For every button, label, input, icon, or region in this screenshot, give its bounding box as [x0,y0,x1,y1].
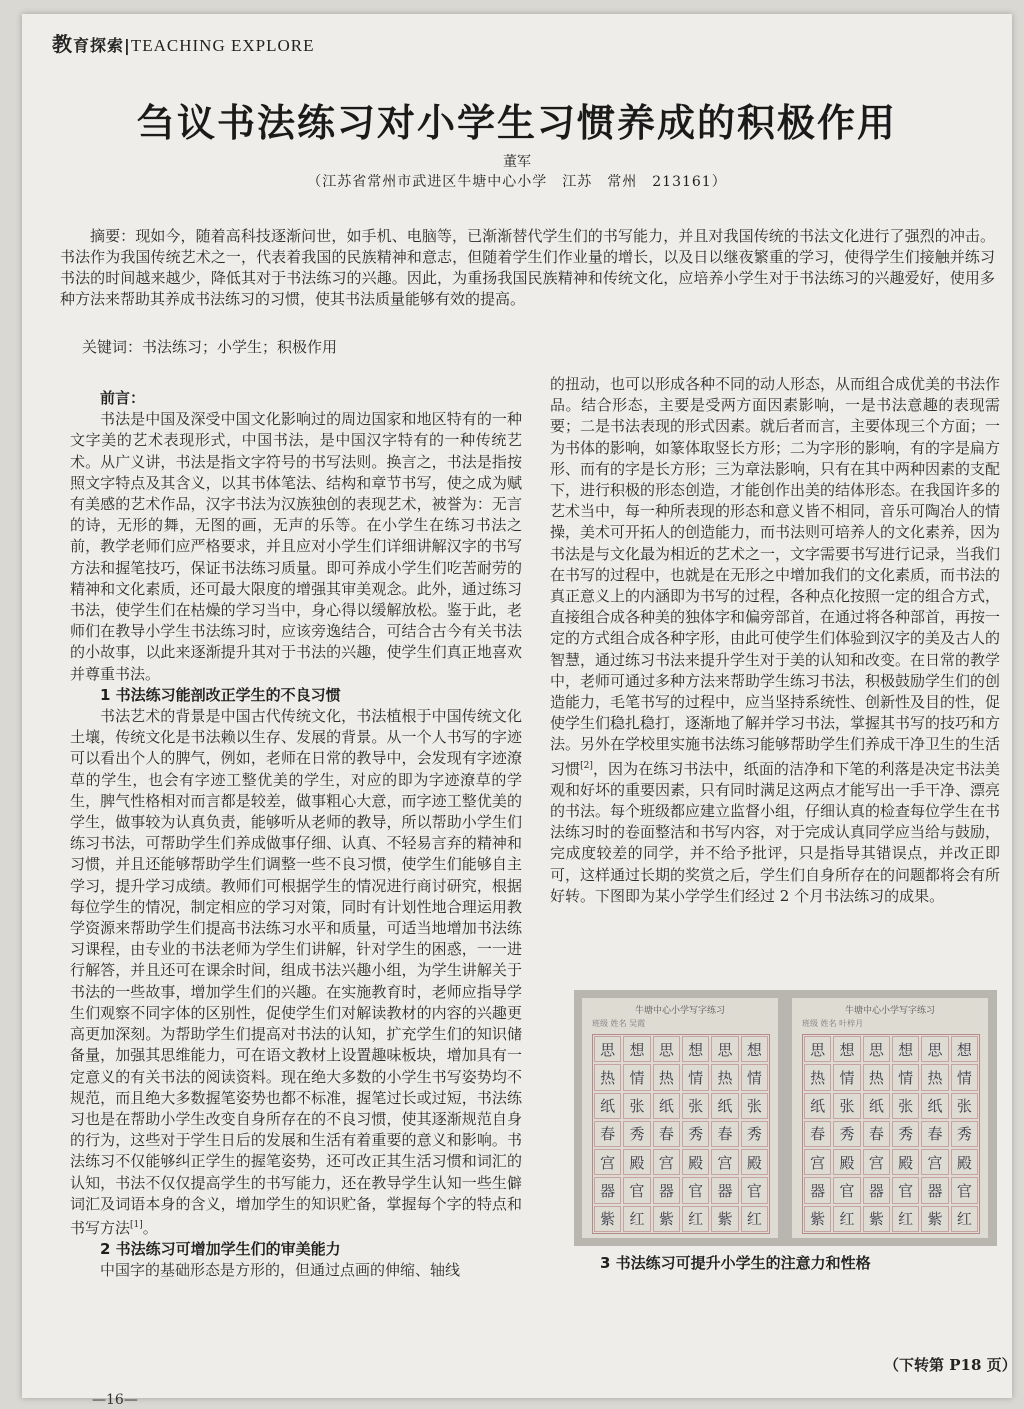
practice-char-cell: 情 [833,1064,860,1090]
practice-grid [592,1034,770,1234]
practice-char-cell: 情 [951,1064,978,1090]
article-title: 刍议书法练习对小学生习惯养成的积极作用 [136,101,897,145]
practice-char-cell: 热 [804,1064,831,1090]
practice-char-cell: 张 [623,1093,650,1119]
section-2-text: 的扭动，也可以形成各种不同的动人形态，从而组合成优美的书法作品。结合形态，主要是受两方面因素影响，一是书法意趣的表现需要；二是书法表现的形式因素。就后者而言，主要体现三个方面；一为书体的影响，如篆体取竖长方形；二为字形的影响，有的字是扁方形、而有的字是长方形；三为章法影响，只有在其中两种因素的支配下，进行积极的形态创造，才能创作出美的结体形态。在我国许多的艺术当中，每一种所表现的形态和意义皆不相同，音乐可陶冶人的情操，美术可开拓人的创造能力，而书法则可培养人的文化素养，因为书法是与文化最为相近的艺术之一，文字需要书写进行记录，当我们在书写的过程中，也就是在无形之中增加我们的文化素质，而书法的真正意义上的内涵即为书写的过程，各种点化按照一定的组合方式，直接组合成各种美的独体字和偏旁部首，在通过将各种部首，再按一定的方式组合成各种字形，由此可使学生们体验到汉字的美及古人的智慧，通过练习书法来提升学生对于美的认知和改变。在日常的教学中，老师可通过多种方法来帮助学生练习书法，积极鼓励学生们的创造能力，毛笔书写的过程中，应当坚持系统性、创新性及目的性，促使学生们稳扎稳打，逐渐地了解并学习书法，掌握其书写的技巧和方法。另外在学校里实施书法练习能够帮助学生们养成干净卫生的生活习惯 [550,375,1001,778]
practice-char-cell: 紫 [594,1206,621,1232]
practice-char-cell: 器 [921,1177,948,1203]
practice-char-cell: 宫 [863,1149,890,1175]
practice-char-cell: 张 [951,1093,978,1119]
section-2-heading: 2 书法练习可增加学生们的审美能力 [100,1240,341,1259]
practice-char-cell: 张 [833,1093,860,1119]
author-affiliation: （江苏省常州市武进区牛塘中心小学 江苏 常州 213161） [307,174,727,190]
practice-grid [802,1034,980,1234]
practice-char-cell: 思 [804,1036,831,1062]
practice-char-cell: 殿 [623,1149,650,1175]
sheet-name-line: 班级 姓名 吴霞 [592,1019,646,1028]
intro-heading: 前言： [100,389,146,407]
practice-char-cell: 张 [892,1093,919,1119]
section-2-text-cont: ，因为在练习书法中，纸面的洁净和下笔的利落是决定书法美观和好坏的重要因素，只有同时满足这两点才能写出一手干净、漂亮的书法。每个班级都应建立监督小组，仔细认真的检查每位学生在书法练习时的卷面整洁和书写内容，对于完成认真同学应当给与鼓励，完成度较差的同学，并不给予批评，只是指导其错误点，并改正即可，这样通过长期的奖赏之后，学生们自身所存在的问题都将会有所好转。下图即为某小学学生们经过 2 个月书法练习的成果。 [550,759,1001,905]
practice-char-cell: 想 [623,1036,650,1062]
practice-char-cell: 情 [682,1064,709,1090]
left-column [70,388,522,1282]
practice-char-cell: 官 [623,1177,650,1203]
practice-char-cell: 思 [921,1036,948,1062]
sheet-name-line: 班级 姓名 叶梓月 [802,1019,864,1028]
practice-char-cell: 春 [804,1121,831,1147]
practice-char-cell: 器 [863,1177,890,1203]
sheet-header: 牛塘中心小学写字练习 [634,1006,725,1016]
page-number: —16— [92,1392,138,1408]
practice-sheet-left [582,998,778,1238]
practice-char-cell: 春 [594,1121,621,1147]
practice-char-cell: 想 [951,1036,978,1062]
practice-char-cell: 器 [594,1177,621,1203]
practice-char-cell: 宫 [653,1149,680,1175]
practice-char-cell: 官 [951,1177,978,1203]
practice-char-cell: 殿 [892,1149,919,1175]
practice-char-cell: 情 [741,1064,768,1090]
practice-char-cell: 热 [711,1064,738,1090]
keywords: 关键词：书法练习；小学生；积极作用 [82,338,338,356]
practice-char-cell: 红 [951,1206,978,1232]
practice-char-cell: 宫 [804,1149,831,1175]
practice-char-cell: 器 [711,1177,738,1203]
practice-char-cell: 器 [653,1177,680,1203]
practice-char-cell: 情 [892,1064,919,1090]
intro-paragraph: 书法是中国及深受中国文化影响过的周边国家和地区特有的一种文字美的艺术表现形式，中国书法，是中国汉字特有的一种传统艺术。从广义讲，书法是指文字符号的书写法则。换言之，书法是指按照文字特点及其含义，以其书体笔法、结构和章节书写，使之成为赋有美感的艺术作品，汉字书法为汉族独创的表现艺术，被誉为：无言的诗，无形的舞，无图的画，无声的乐等。在小学生在练习书法之前，教学老师们应严格要求，并且应对小学生们详细讲解汉字的书写方法和握笔技巧，保证书法练习质量。即可养成小学生们吃苦耐劳的精神和文化素质，还可最大限度的增强其审美观念。此外，通过练习书法，使学生们在枯燥的学习当中，身心得以缓解放松。鉴于此，老师们在教导小学生书法练习时，应该旁逸结合，可结合古今有关书法的小故事，以此来逐渐提升其对于书法的兴趣，使学生们真正地喜欢并尊重书法。 [70,410,522,683]
practice-char-cell: 器 [804,1177,831,1203]
practice-char-cell: 红 [623,1206,650,1232]
author-name: 董军 [503,154,531,170]
practice-char-cell: 殿 [741,1149,768,1175]
practice-char-cell: 宫 [711,1149,738,1175]
abstract: 摘要：现如今，随着高科技逐渐问世，如手机、电脑等，已渐渐替代学生们的书写能力，并且对我国传统的书法文化进行了强烈的冲击。书法作为我国传统艺术之一，代表着我国的民族精神和意志，但随着学生们作业量的增长，以及日以继夜繁重的学习，使得学生们接触并练习书法的时间越来越少，降低其对于书法练习的兴趣。因此，为重扬我国民族精神和传统文化，应培养小学生对于书法练习的兴趣爱好，使用多种方法来帮助其养成书法练习的习惯，使其书法质量能够有效的提高。 [60,227,995,308]
journal-page [22,14,1017,1408]
practice-char-cell: 情 [623,1064,650,1090]
practice-char-cell: 殿 [951,1149,978,1175]
practice-char-cell: 思 [711,1036,738,1062]
practice-char-cell: 官 [682,1177,709,1203]
practice-char-cell: 热 [594,1064,621,1090]
practice-char-cell: 红 [741,1206,768,1232]
citation-1: [1] [130,1219,143,1230]
practice-char-cell: 官 [833,1177,860,1203]
calligraphy-practice-figure [574,990,997,1246]
citation-2: [2] [580,760,593,771]
practice-char-cell: 紫 [921,1206,948,1232]
practice-char-cell: 张 [682,1093,709,1119]
practice-char-cell: 紫 [653,1206,680,1232]
practice-char-cell: 思 [863,1036,890,1062]
section-header [52,28,315,57]
practice-char-cell: 纸 [711,1093,738,1119]
practice-char-cell: 官 [741,1177,768,1203]
practice-char-cell: 秀 [682,1121,709,1147]
practice-char-cell: 紫 [863,1206,890,1232]
section-name-first-char: 教 [52,32,73,56]
section-2-paragraph-cont [550,374,1000,907]
practice-char-cell: 红 [682,1206,709,1232]
section-1-text: 书法艺术的背景是中国古代传统文化，书法植根于中国传统文化土壤，传统文化是书法赖以生存、发展的背景。从一个人书写的字迹可以看出个人的脾气，例如，老师在日常的教导中，会发现有字迹潦草的学生，也会有字迹工整优美的学生，对应的即为字迹潦草的学生，脾气性格相对而言都是较差，做事粗心大意，而字迹工整优美的学生，做事较为认真负责，能够听从老师的教导，所以帮助小学生们练习书法，可帮助学生们养成做事仔细、认真、不轻易言弃的精神和习惯，并且还能够帮助学生们调整一些不良习惯，使学生们能够自主学习，提升学习成绩。教师们可根据学生的情况进行商讨研究，根据每位学生的情况，制定相应的学习对策，同时有计划性地合理运用教学资源来帮助学生们提高书法练习水平和质量，可适当地增加书法练习课程，由专业的书法老师为学生们讲解，针对学生的困惑，一一进行解答，并且还可在课余时间，组成书法兴趣小组，为学生讲解关于书法的一些故事，增加学生们的兴趣。在实施教育时，老师应指导学生们观察不同字体的区别性，促使学生们对解读教材的内容的兴趣更高更加深刻。为帮助学生们提高对书法的认知，扩充学生们的知识储备量，加强其思维能力，可在语文教材上设置趣味板块，增加具有一定意义的有关书法的阅读资料。现在绝大多数的小学生书写姿势均不规范，而且绝大多数握笔姿势也都不标准，握笔过长或过短，书法练习也是在帮助小学生改变自身所存在的不良习惯，使其逐渐规范自身的行为，这些对于学生日后的发展和生活有着重要的意义和影响。书法练习不仅能够纠正学生的握笔姿势，还可改正其生活习惯和词汇的认知，书法不仅仅提高学生的书写能力，还在教导学生认知一些生僻词汇及词语本身的含义，增加学生的知识贮备，掌握每个字的特点和书写方法 [70,707,522,1237]
practice-char-cell: 殿 [833,1149,860,1175]
header-separator: | [124,36,131,55]
practice-char-cell: 纸 [804,1093,831,1119]
section-name-rest: 育探索 [73,36,125,55]
section-1-paragraph [70,706,522,1239]
practice-char-cell: 春 [711,1121,738,1147]
practice-char-cell: 思 [594,1036,621,1062]
section-3-heading: 3 书法练习可提升小学生的注意力和性格 [600,1254,871,1272]
practice-char-cell: 热 [921,1064,948,1090]
practice-char-cell: 秀 [623,1121,650,1147]
right-column [550,374,1000,907]
practice-char-cell: 秀 [833,1121,860,1147]
practice-char-cell: 春 [653,1121,680,1147]
practice-char-cell: 想 [741,1036,768,1062]
practice-char-cell: 红 [892,1206,919,1232]
practice-sheet-right [792,998,988,1238]
practice-char-cell: 思 [653,1036,680,1062]
section-1-end: 。 [142,1218,158,1237]
practice-char-cell: 官 [892,1177,919,1203]
practice-char-cell: 纸 [863,1093,890,1119]
practice-char-cell: 秀 [741,1121,768,1147]
practice-char-cell: 春 [863,1121,890,1147]
practice-char-cell: 春 [921,1121,948,1147]
practice-char-cell: 热 [653,1064,680,1090]
section-1-heading: 1 书法练习能剖改正学生的不良习惯 [100,685,341,704]
section-2-paragraph-start: 中国字的基础形态是方形的，但通过点画的伸缩、轴线 [100,1261,461,1280]
practice-char-cell: 纸 [594,1093,621,1119]
continued-note: （下转第 P18 页） [884,1356,1017,1374]
practice-char-cell: 宫 [921,1149,948,1175]
section-english: TEACHING EXPLORE [130,36,315,55]
practice-char-cell: 秀 [951,1121,978,1147]
practice-char-cell: 殿 [682,1149,709,1175]
practice-char-cell: 秀 [892,1121,919,1147]
practice-char-cell: 张 [741,1093,768,1119]
practice-char-cell: 纸 [921,1093,948,1119]
practice-char-cell: 红 [833,1206,860,1232]
practice-char-cell: 热 [863,1064,890,1090]
practice-char-cell: 紫 [711,1206,738,1232]
sheet-header: 牛塘中心小学写字练习 [844,1006,935,1016]
practice-char-cell: 纸 [653,1093,680,1119]
practice-char-cell: 想 [892,1036,919,1062]
practice-char-cell: 想 [682,1036,709,1062]
practice-char-cell: 紫 [804,1206,831,1232]
practice-char-cell: 宫 [594,1149,621,1175]
practice-char-cell: 想 [833,1036,860,1062]
